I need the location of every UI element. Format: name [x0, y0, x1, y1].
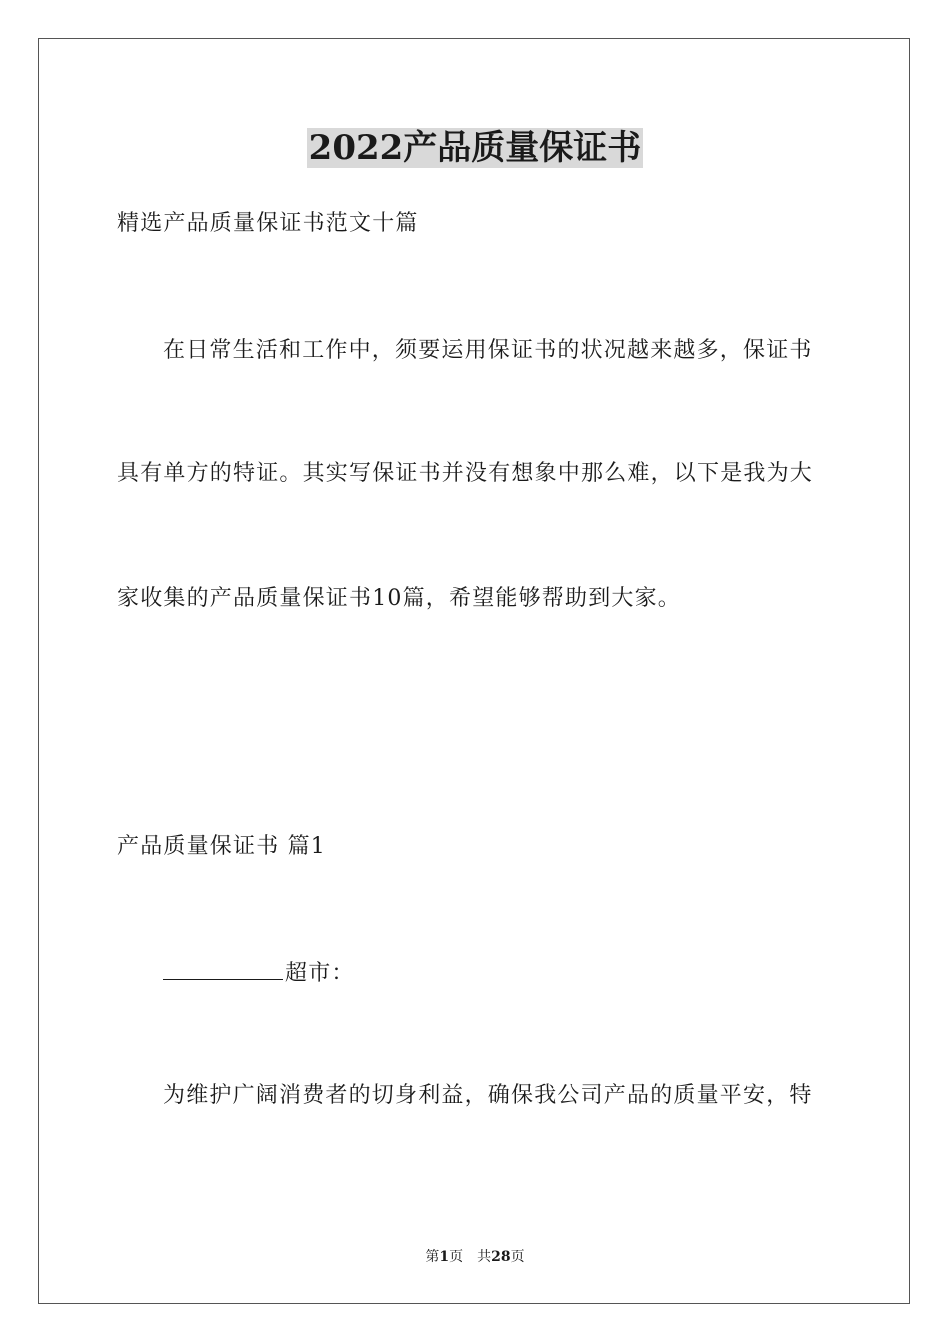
page-footer [0, 1247, 950, 1267]
intro-line-2: 具有单方的特证。其实写保证书并没有想象中那么难，以下是我为大 [117, 461, 814, 486]
section-heading: 产品质量保证书 篇1 [117, 834, 326, 859]
intro-line-1: 在日常生活和工作中，须要运用保证书的状况越来越多，保证书 [163, 338, 813, 363]
footer-page-suffix: 页 [449, 1249, 464, 1265]
intro-line-3: 家收集的产品质量保证书10篇，希望能够帮助到大家。 [117, 586, 681, 611]
document-title-text: 2022产品质量保证书 [308, 128, 642, 168]
salutation-line [163, 957, 355, 989]
footer-total-pages: 28 [491, 1249, 511, 1265]
body-line: 为维护广阔消费者的切身利益，确保我公司产品的质量平安，特 [163, 1083, 813, 1108]
footer-page-number: 1 [439, 1249, 450, 1265]
salutation-suffix: 超市： [285, 961, 355, 986]
footer-total-suffix: 页 [510, 1249, 525, 1265]
footer-total-prefix: 共 [477, 1249, 492, 1265]
document-title [0, 126, 950, 170]
document-subtitle: 精选产品质量保证书范文十篇 [117, 211, 419, 236]
footer-page-prefix: 第 [425, 1249, 440, 1265]
fill-in-blank [163, 957, 283, 980]
